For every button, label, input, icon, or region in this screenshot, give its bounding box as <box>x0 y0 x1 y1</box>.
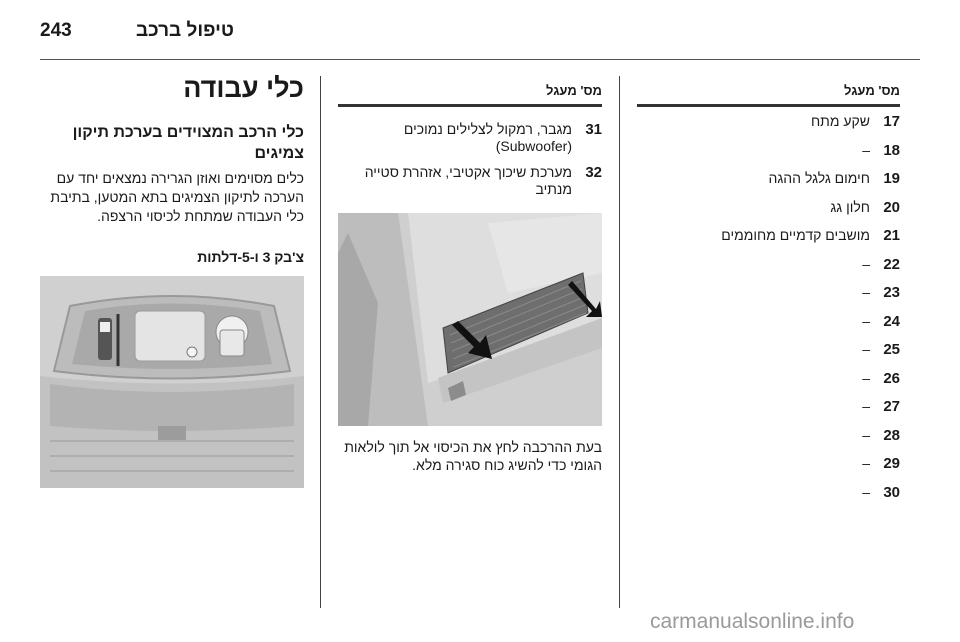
circuit-desc: – <box>862 284 870 300</box>
circuit-number: 25 <box>883 341 900 358</box>
table-row <box>637 427 900 456</box>
column-divider-right <box>619 76 620 608</box>
circuit-desc: – <box>862 398 870 414</box>
circuit-number: 30 <box>883 483 900 501</box>
table-row <box>637 313 900 342</box>
circuit-desc: חימום גלגל ההגה <box>768 170 870 186</box>
circuit-desc: – <box>862 141 870 158</box>
circuit-number: 23 <box>883 284 900 301</box>
table-row <box>637 199 900 228</box>
circuit-number: 32 <box>585 164 602 181</box>
watermark: carmanualsonline.info <box>650 610 855 633</box>
circuit-number: 28 <box>883 426 900 444</box>
trunk-side-panel-illustration <box>338 213 602 426</box>
fuse-list <box>338 121 602 198</box>
circuit-number: 27 <box>883 398 900 415</box>
circuit-number: 24 <box>883 312 900 330</box>
fuse-list <box>637 113 900 512</box>
table-row <box>338 121 602 155</box>
circuit-desc: שקע מתח <box>810 113 870 129</box>
trunk-tool-box-illustration <box>40 276 304 488</box>
circuit-desc: מערכת שיכוך אקטיבי, אזהרת סטייה מנתיב <box>364 164 572 197</box>
page-header <box>40 14 920 48</box>
model-reference: צ'בק 3 ו-5-דלתות <box>197 249 304 265</box>
table-row <box>637 341 900 370</box>
page-number: 243 <box>40 20 72 41</box>
circuit-number: 20 <box>883 198 900 216</box>
table-row <box>338 164 602 198</box>
table-row <box>637 455 900 484</box>
circuit-desc: – <box>862 341 870 357</box>
table-row <box>637 256 900 285</box>
circuit-number: 21 <box>883 227 900 244</box>
table-row <box>637 484 900 513</box>
body-text: כלים מסוימים ואוזן הגרירה נמצאים יחד עם הערכה לתיקון הצמיגים בתא המטען, בתיבת כלי העבודה שמתחת לכיסוי הרצפה. <box>50 170 304 224</box>
circuit-number: 18 <box>883 141 900 159</box>
fuse-table-right <box>637 76 900 512</box>
circuit-desc: – <box>862 426 870 443</box>
tool-box-photo <box>40 276 304 488</box>
circuit-desc: חלון גג <box>830 198 870 215</box>
table-row <box>637 284 900 313</box>
column-divider-left <box>320 76 321 608</box>
circuit-desc: – <box>862 255 870 272</box>
table-row <box>637 370 900 399</box>
photo-caption: בעת ההרכבה לחץ את הכיסוי אל תוך לולאות הגומי כדי להשיג כוח סגירה מלא. <box>344 439 602 473</box>
circuit-desc: – <box>862 369 870 386</box>
circuit-desc: – <box>862 483 870 500</box>
circuit-desc: מושבים קדמיים מחוממים <box>721 227 870 243</box>
table-row <box>637 170 900 199</box>
section-heading: כלי עבודה <box>183 73 304 103</box>
section-title: טיפול ברכב <box>136 20 234 41</box>
circuit-desc: – <box>862 312 870 329</box>
circuit-number: 31 <box>585 121 602 138</box>
table-row <box>637 113 900 142</box>
circuit-number: 22 <box>883 255 900 273</box>
table-heading: מס' מעגל <box>338 76 602 107</box>
subsection-heading: כלי הרכב המצוידים בערכת תיקון צמיגים <box>72 124 304 162</box>
header-divider <box>40 59 920 60</box>
table-row <box>637 227 900 256</box>
circuit-number: 17 <box>883 113 900 130</box>
circuit-number: 26 <box>883 369 900 387</box>
circuit-number: 29 <box>883 455 900 472</box>
circuit-desc: – <box>862 455 870 471</box>
table-row <box>637 142 900 171</box>
fuse-table-middle <box>338 76 602 207</box>
circuit-desc: מגבר, רמקול לצלילים נמוכים (Subwoofer) <box>403 121 572 154</box>
table-row <box>637 398 900 427</box>
fuse-cover-photo <box>338 213 602 426</box>
circuit-number: 19 <box>883 170 900 187</box>
table-heading: מס' מעגל <box>637 76 900 107</box>
